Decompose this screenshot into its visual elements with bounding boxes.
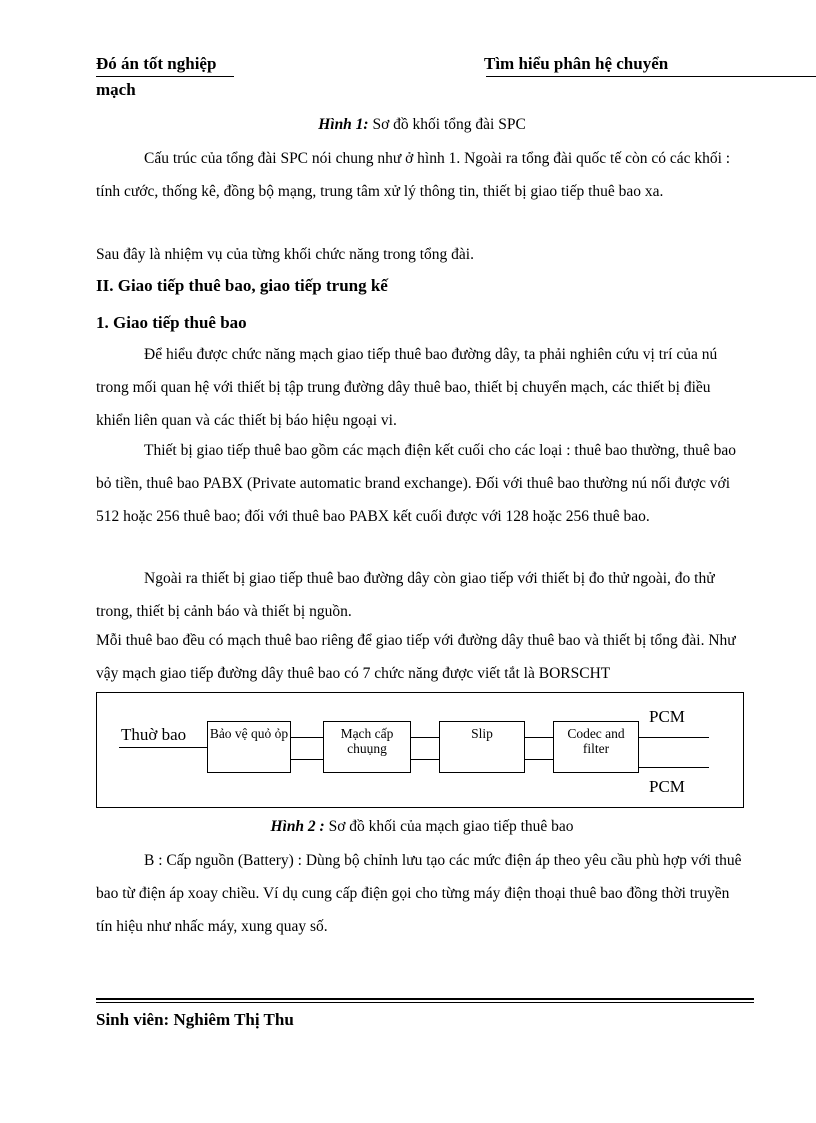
block-diagram [96, 692, 744, 808]
figure-1-text: Sơ đồ khối tổng đài SPC [368, 116, 526, 133]
paragraph-1: Cấu trúc của tổng đài SPC nói chung như ở hình 1. Ngoài ra tổng đài quốc tế còn có các khối : tính cước, thống kê, đồng bộ mạng, trung tâm xử lý thông tin, thiết bị giao tiếp thuê bao xa. [96, 150, 731, 200]
header-left-title: Đó án tốt nghiệp [96, 54, 217, 73]
connector-line [291, 759, 323, 760]
paragraph-7: B : Cấp nguồn (Battery) : Dùng bộ chỉnh lưu tạo các mức điện áp theo yêu cầu phù hợp với thuê bao từ điện áp xoay chiều. Ví dụ cung cấp điện gọi cho từng máy điện thoại thuê bao đồng thời truyền tín hiệu như nhấc máy, xung quay số. [96, 852, 742, 935]
section-heading: II. Giao tiếp thuê bao, giao tiếp trung kế [96, 276, 388, 295]
input-line [119, 747, 207, 748]
figure-2-text: Sơ đồ khối của mạch giao tiếp thuê bao [324, 818, 574, 835]
connector-line [411, 737, 439, 738]
footer-rule-thin [96, 1002, 754, 1003]
connector-line [525, 759, 553, 760]
header-continuation: mạch [96, 80, 136, 99]
connector-line [291, 737, 323, 738]
block-ringing: Mạch cấp chuụng [323, 721, 411, 773]
footer-rule [96, 998, 754, 1000]
figure-1-label: Hình 1: [318, 116, 369, 133]
pcm-label-bottom: PCM [649, 777, 685, 796]
paragraph-3: Để hiểu được chức năng mạch giao tiếp thuê bao đường dây, ta phải nghiên cứu vị trí của nú trong mối quan hệ với thiết bị tập trung đường dây thuê bao, thiết bị chuyển mạch, các thiết bị điều khiển liên quan và các thiết bị báo hiệu ngoại vi. [96, 346, 718, 429]
pcm-label-top: PCM [649, 707, 685, 726]
block-protection: Bảo vệ quỏ ỏp [207, 721, 291, 773]
header-left-underline [96, 76, 234, 77]
paragraph-2: Sau đây là nhiệm vụ của từng khối chức năng trong tổng đài. [96, 246, 474, 263]
diagram-input-label: Thuờ bao [121, 725, 187, 744]
figure-1-caption [96, 116, 748, 134]
block-codec: Codec and filter [553, 721, 639, 773]
pcm-out-line-top [639, 737, 709, 738]
connector-line [525, 737, 553, 738]
paragraph-6: Mỗi thuê bao đều có mạch thuê bao riêng để giao tiếp với đường dây thuê bao và thiết bị tổng đài. Như vậy mạch giao tiếp đường dây thuê bao có 7 chức năng được viết tắt là BORSCHT [96, 632, 736, 682]
header-right-title: Tìm hiểu phân hệ chuyển [484, 54, 669, 73]
paragraph-4: Thiết bị giao tiếp thuê bao gồm các mạch điện kết cuối cho các loại : thuê bao thường, thuê bao bỏ tiền, thuê bao PABX (Private automatic brand exchange). Đối với thuê bao thường nú nối được với 512 hoặc 256 thuê bao; đối với thuê bao PABX kết cuối được với 128 hoặc 256 thuê bao. [96, 442, 737, 525]
figure-2-label: Hình 2 : [270, 818, 325, 835]
connector-line [411, 759, 439, 760]
paragraph-5: Ngoài ra thiết bị giao tiếp thuê bao đường dây còn giao tiếp với thiết bị đo thử ngoài, đo thử trong, thiết bị cảnh báo và thiết bị nguồn. [96, 570, 715, 620]
page-header [96, 54, 754, 78]
figure-2-caption [96, 818, 748, 836]
block-slip: Slip [439, 721, 525, 773]
footer-student: Sinh viên: Nghiêm Thị Thu [96, 1010, 294, 1029]
header-right-underline [486, 76, 816, 77]
subsection-heading: 1. Giao tiếp thuê bao [96, 313, 247, 332]
pcm-out-line-bottom [639, 767, 709, 768]
